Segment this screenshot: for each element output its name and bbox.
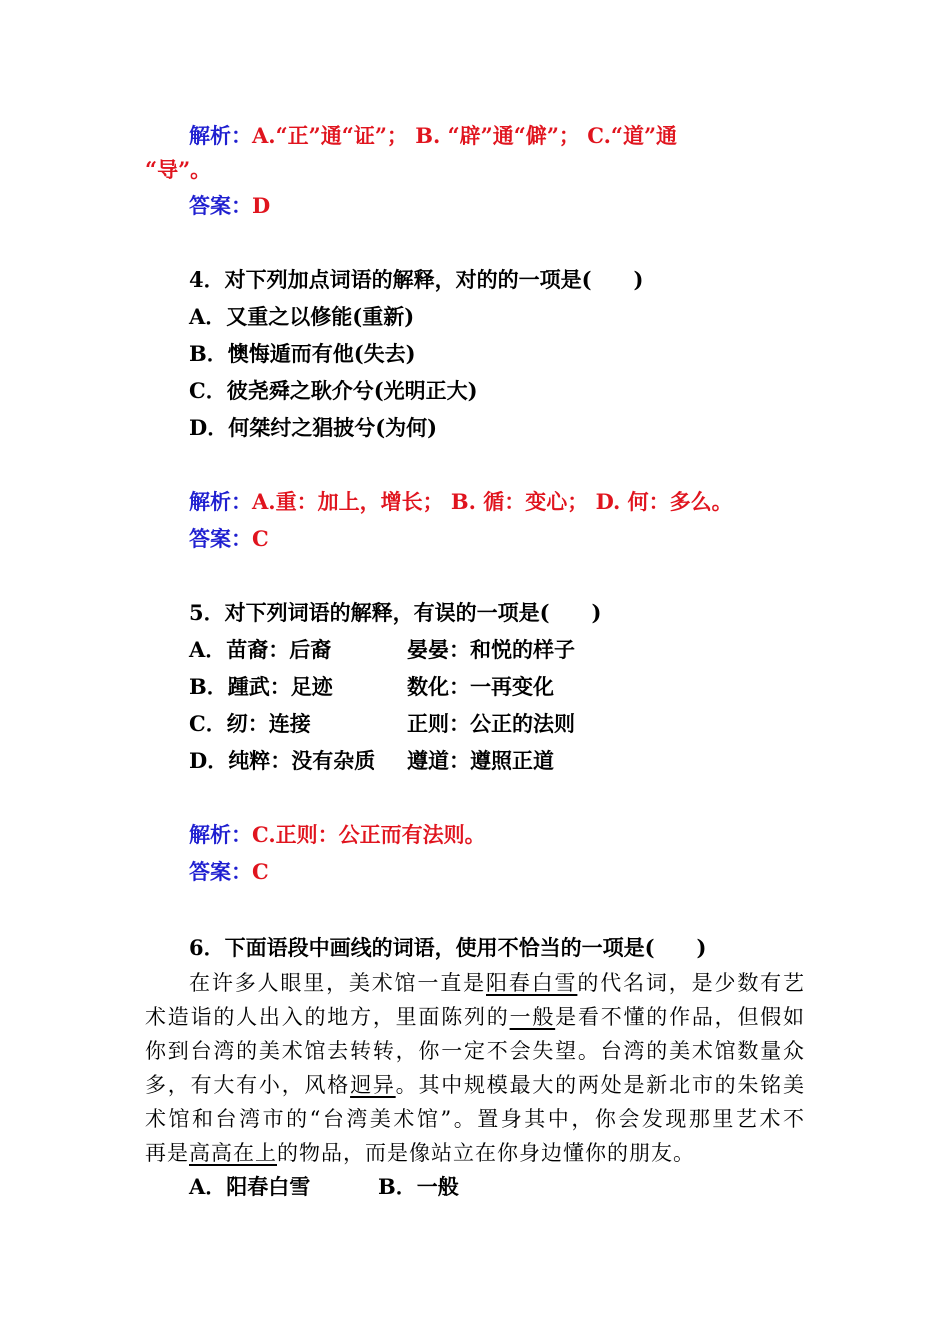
underlined-term: 阳春白雪 <box>486 971 578 995</box>
underlined-term: 高高在上 <box>189 1141 277 1165</box>
q4-answer <box>189 524 269 554</box>
q5-option-d-left: D．纯粹：没有杂质 <box>189 748 376 773</box>
answer-value: C <box>252 526 269 551</box>
q3-answer <box>189 191 270 221</box>
q6-paragraph-line-5: 术馆和台湾市的“台湾美术馆”。置身其中，你会发现那里艺术不 <box>145 1107 805 1131</box>
analysis-text-cont: “导”。 <box>145 157 212 182</box>
text: 的物品，而是像站立在你身边懂你的朋友。 <box>277 1141 695 1165</box>
q6-paragraph-line-4 <box>145 1070 805 1100</box>
answer-value: D <box>252 193 271 218</box>
text: 术造诣的人出入的地方，里面陈列的 <box>145 1005 510 1029</box>
q6-paragraph-line-6 <box>145 1138 695 1168</box>
q5-option-c-left: C．纫：连接 <box>189 711 311 736</box>
analysis-text: C.正则：公正而有法则。 <box>252 822 486 847</box>
text: 。其中规模最大的两处是新北市的朱铭美 <box>395 1073 806 1097</box>
q5-option-a-right: 晏晏：和悦的样子 <box>407 637 575 662</box>
q6-stem: 6．下面语段中画线的词语，使用不恰当的一项是( ) <box>189 935 707 960</box>
q5-stem: 5．对下列词语的解释，有误的一项是( ) <box>189 600 602 625</box>
q6-option-b: B．一般 <box>378 1174 459 1199</box>
analysis-text: A.重：加上，增长； B. 循：变心； D. 何：多么。 <box>252 489 733 514</box>
q5-option-b-left: B．踵武：足迹 <box>189 674 333 699</box>
answer-label: 答案： <box>189 526 252 551</box>
underlined-term: 一般 <box>509 1005 556 1029</box>
q4-option-d: D．何桀纣之猖披兮(为何) <box>189 415 438 440</box>
q4-option-b: B．懊悔遁而有他(失去) <box>189 341 416 366</box>
analysis-label: 解析： <box>189 822 252 847</box>
q6-paragraph-line-1 <box>189 968 805 998</box>
underlined-term: 迥异 <box>350 1073 396 1097</box>
q3-analysis-cont <box>145 155 211 185</box>
q4-option-c: C．彼尧舜之耿介兮(光明正大) <box>189 378 478 403</box>
q3-analysis <box>189 121 677 151</box>
q5-option-c-right: 正则：公正的法则 <box>407 711 575 736</box>
analysis-label: 解析： <box>189 123 252 148</box>
text: 的代名词，是少数有艺 <box>577 971 806 995</box>
text: 在许多人眼里，美术馆一直是 <box>189 971 486 995</box>
q5-answer <box>189 857 269 887</box>
q4-option-a: A．又重之以修能(重新) <box>189 304 415 329</box>
answer-value: C <box>252 859 269 884</box>
text: 是看不懂的作品，但假如 <box>555 1005 806 1029</box>
text: 再是 <box>145 1141 189 1165</box>
q4-analysis <box>189 487 733 517</box>
answer-label: 答案： <box>189 859 252 884</box>
q5-analysis <box>189 820 486 850</box>
answer-label: 答案： <box>189 193 252 218</box>
analysis-label: 解析： <box>189 489 252 514</box>
q4-stem: 4．对下列加点词语的解释，对的的一项是( ) <box>189 267 644 292</box>
q5-option-d-right: 遵道：遵照正道 <box>407 748 554 773</box>
q5-option-b-right: 数化：一再变化 <box>407 674 554 699</box>
analysis-text: A.“正”通“证”； B. “辟”通“僻”； C.“道”通 <box>252 123 678 148</box>
q6-paragraph-line-3: 你到台湾的美术馆去转转，你一定不会失望。台湾的美术馆数量众 <box>145 1039 805 1063</box>
q5-option-a-left: A．苗裔：后裔 <box>189 637 332 662</box>
text: 多，有大有小，风格 <box>145 1073 351 1097</box>
q6-paragraph-line-2 <box>145 1002 805 1032</box>
q6-option-a: A．阳春白雪 <box>189 1174 311 1199</box>
